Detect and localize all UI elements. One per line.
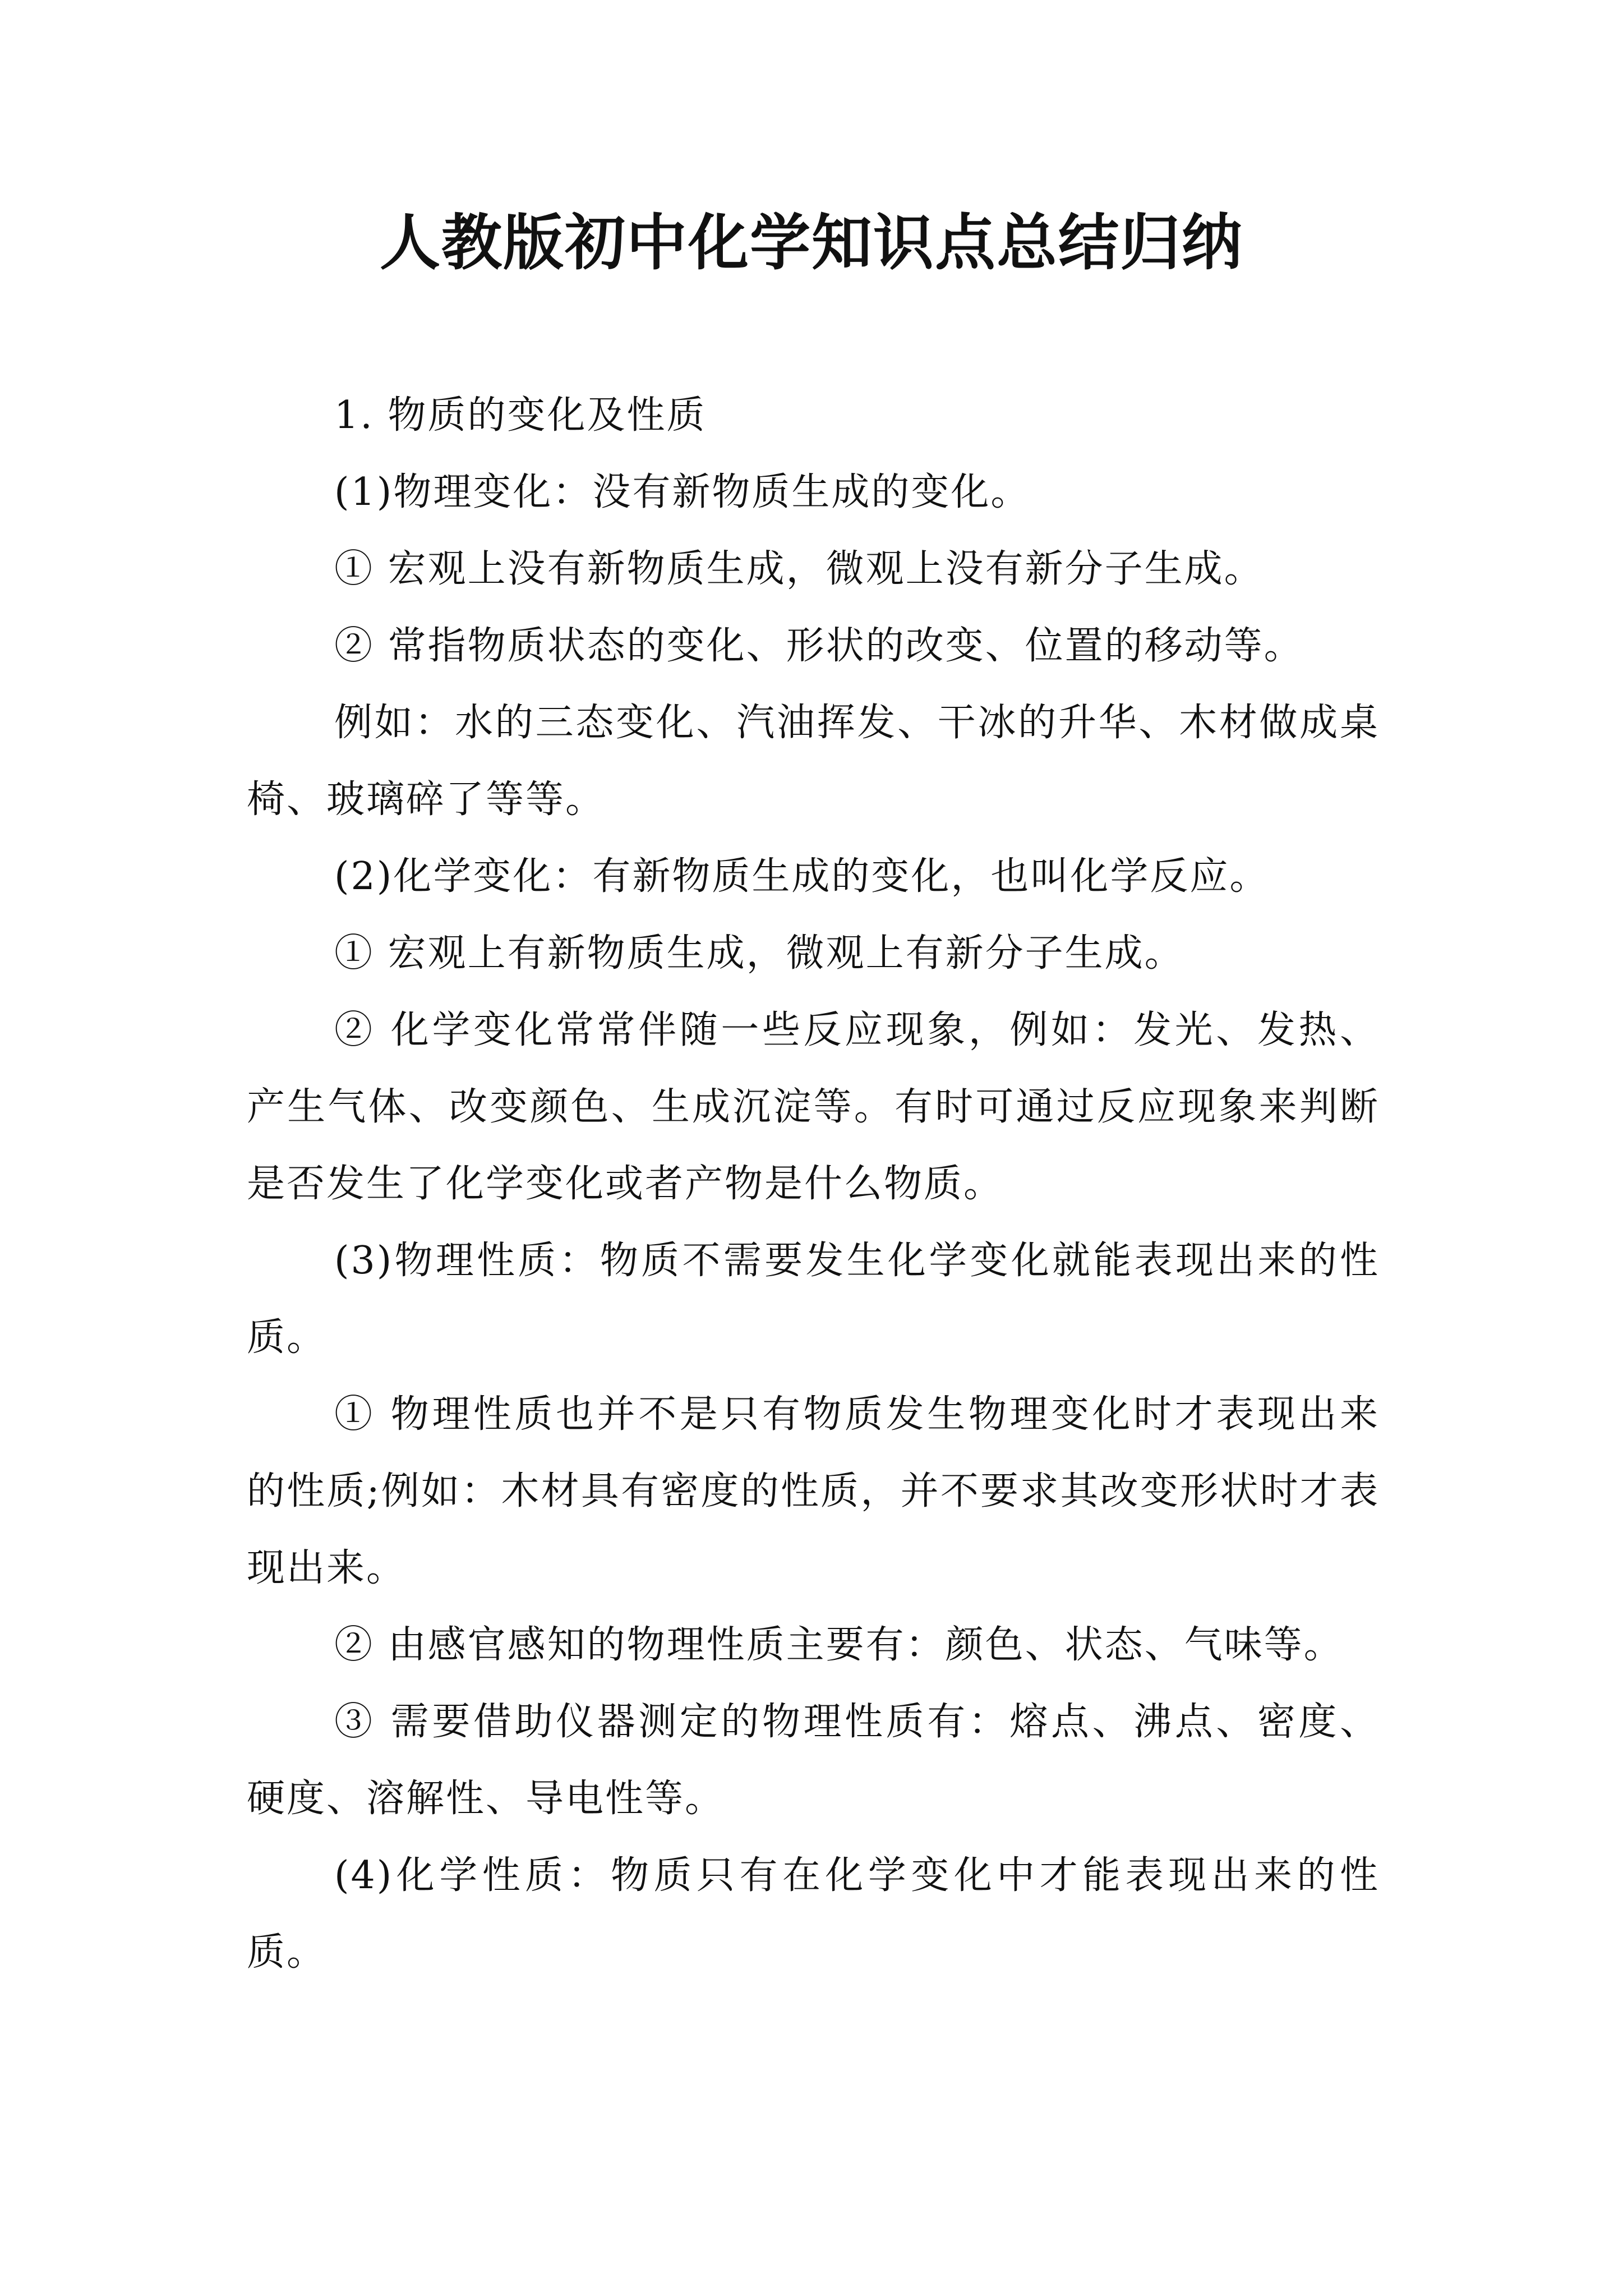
paragraph-chemical-property: (4)化学性质：物质只有在化学变化中才能表现出来的性质。 <box>247 1853 1380 1975</box>
paragraph-physical-property-point-2: ② 由感官感知的物理性质主要有：颜色、状态、气味等。 <box>334 1623 1344 1667</box>
paragraph-physical-change-example: 例如：水的三态变化、汽油挥发、干冰的升华、木材做成桌椅、玻璃碎了等等。 <box>247 701 1380 822</box>
paragraph-physical-property: (3)物理性质：物质不需要发生化学变化就能表现出来的性质。 <box>247 1239 1380 1360</box>
document-title: 人教版初中化学知识点总结归纳 <box>379 208 1243 278</box>
paragraph-physical-property-point-3: ③ 需要借助仪器测定的物理性质有：熔点、沸点、密度、硬度、溶解性、导电性等。 <box>247 1700 1380 1821</box>
paragraph-chemical-change-point-2: ② 化学变化常常伴随一些反应现象，例如：发光、发热、产生气体、改变颜色、生成沉淀等。有时可通过反应现象来判断是否发生了化学变化或者产物是什么物质。 <box>247 1008 1380 1206</box>
paragraph-chemical-change: (2)化学变化：有新物质生成的变化，也叫化学反应。 <box>334 854 1270 899</box>
paragraph-physical-property-point-1: ① 物理性质也并不是只有物质发生物理变化时才表现出来的性质;例如：木材具有密度的性质，并不要求其改变形状时才表现出来。 <box>247 1392 1380 1590</box>
paragraph-physical-change: (1)物理变化：没有新物质生成的变化。 <box>334 470 1031 514</box>
paragraph-chemical-change-point-1: ① 宏观上有新物质生成，微观上有新分子生成。 <box>334 931 1184 976</box>
paragraph-physical-change-point-2: ② 常指物质状态的变化、形状的改变、位置的移动等。 <box>334 624 1304 668</box>
paragraph-physical-change-point-1: ① 宏观上没有新物质生成，微观上没有新分子生成。 <box>334 547 1264 591</box>
document-body <box>247 377 1380 1991</box>
section-heading-1: 1. 物质的变化及性质 <box>334 393 707 438</box>
